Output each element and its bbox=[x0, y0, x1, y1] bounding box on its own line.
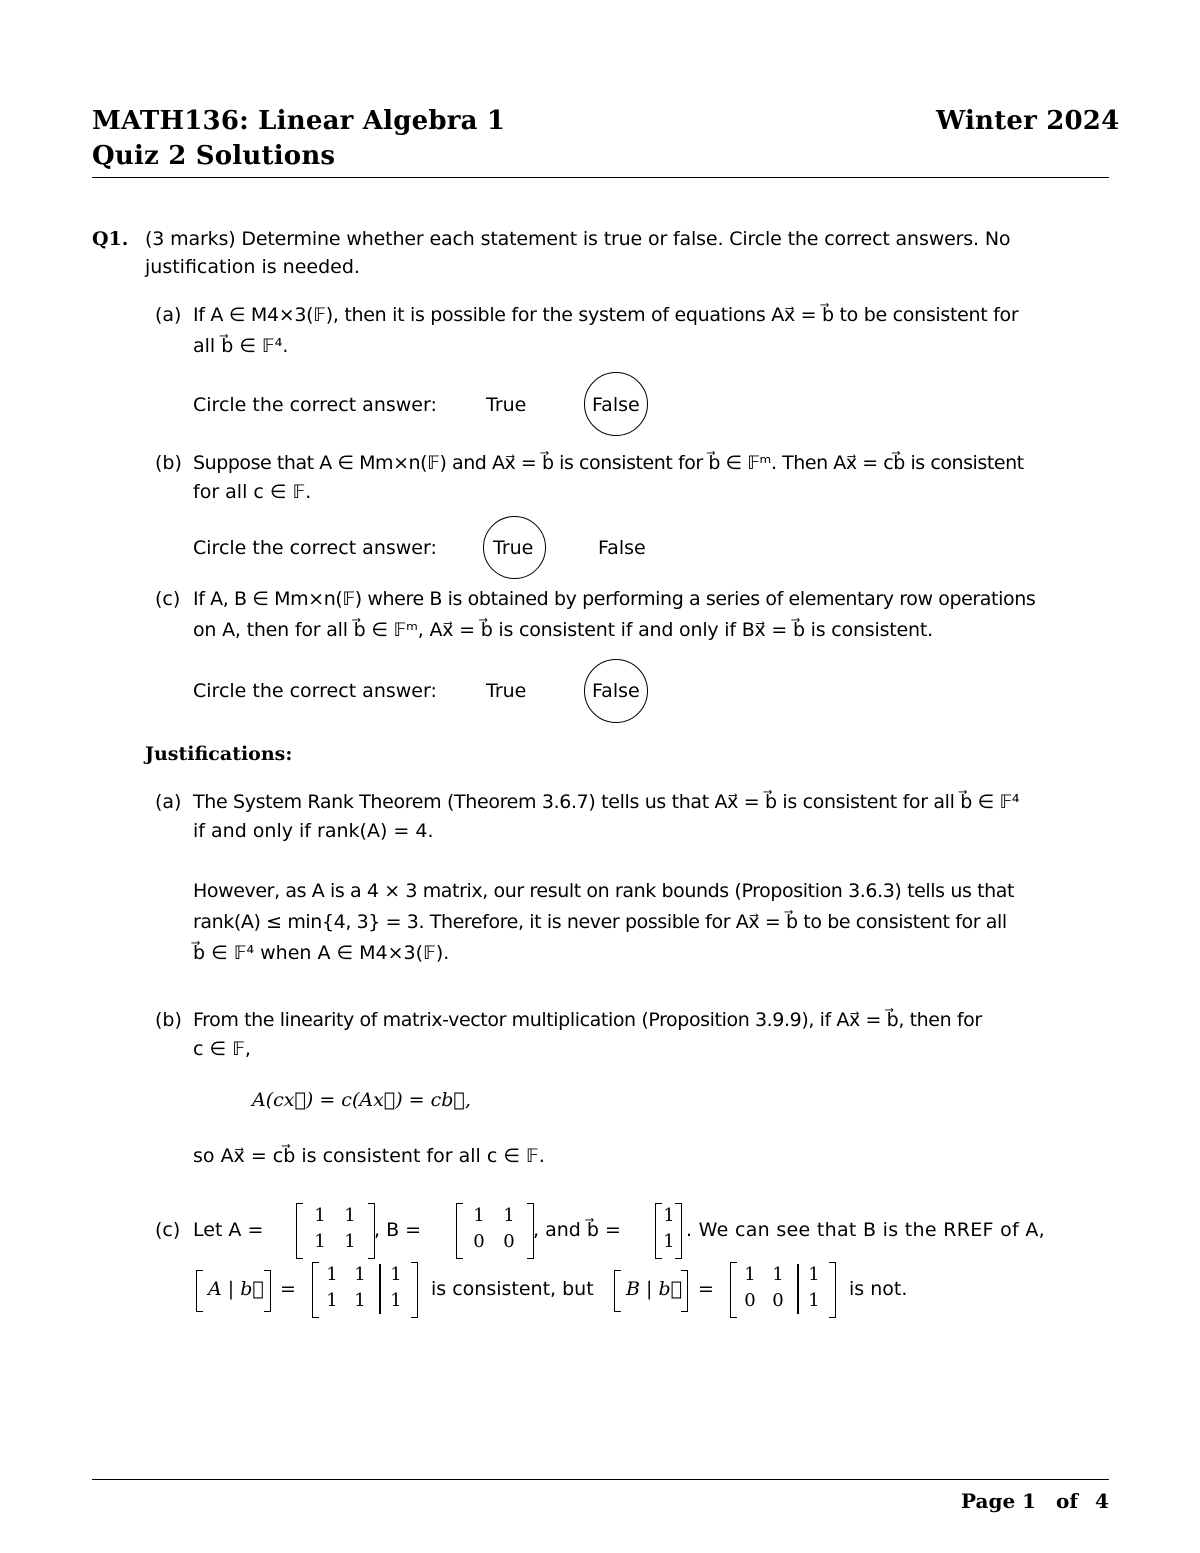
aug-b-cell: 1 bbox=[744, 1264, 756, 1285]
justification-b-label: (b) bbox=[155, 1009, 182, 1031]
vector-b-cell: 1 bbox=[663, 1205, 675, 1226]
aug-b-matrix-left-bracket bbox=[730, 1262, 737, 1318]
part-b-line1: Suppose that A ∈ Mm×n(𝔽) and Ax⃗ = b⃗ is consistent for b⃗ ∈ 𝔽ᵐ. Then Ax⃗ = cb⃗ is consistent bbox=[193, 452, 1024, 474]
vector-b-right-bracket bbox=[675, 1203, 682, 1259]
question-intro-line2: justification is needed. bbox=[145, 256, 360, 278]
justification-a-label: (a) bbox=[155, 791, 182, 813]
course-title: MATH136: Linear Algebra 1 bbox=[92, 106, 506, 136]
matrix-a-cell: 1 bbox=[344, 1205, 356, 1226]
header-rule bbox=[92, 177, 1109, 178]
vector-b-cell: 1 bbox=[663, 1231, 675, 1252]
justification-b-line3: so Ax⃗ = cb⃗ is consistent for all c ∈ 𝔽. bbox=[193, 1145, 545, 1167]
part-b-option-true[interactable]: True bbox=[493, 537, 534, 559]
part-a-option-false[interactable]: False bbox=[592, 394, 640, 416]
matrix-b-cell: 0 bbox=[503, 1231, 515, 1252]
justification-c-label: (c) bbox=[155, 1219, 181, 1241]
matrix-b-left-bracket bbox=[456, 1203, 463, 1259]
justification-c-consistent-but: is consistent, but bbox=[431, 1278, 594, 1300]
part-b-line2: for all c ∈ 𝔽. bbox=[193, 481, 312, 503]
aug-b-cell: 1 bbox=[808, 1264, 820, 1285]
document-title: Quiz 2 Solutions bbox=[92, 141, 336, 171]
matrix-a-cell: 1 bbox=[314, 1205, 326, 1226]
aug-a-cell: 1 bbox=[326, 1264, 338, 1285]
matrix-a-left-bracket bbox=[296, 1203, 303, 1259]
justification-c-tail: . We can see that B is the RREF of A, bbox=[686, 1219, 1045, 1241]
aug-b-left-bracket bbox=[614, 1270, 621, 1312]
part-c-label: (c) bbox=[155, 588, 181, 610]
justification-b-line1: From the linearity of matrix-vector multiplication (Proposition 3.9.9), if Ax⃗ = b⃗, then for bbox=[193, 1009, 982, 1031]
matrix-b-cell: 1 bbox=[473, 1205, 485, 1226]
aug-b-cell: 0 bbox=[744, 1290, 756, 1311]
justifications-heading: Justifications: bbox=[145, 743, 293, 765]
justification-b-line2: c ∈ 𝔽, bbox=[193, 1038, 251, 1060]
justification-a-p2-line1: However, as A is a 4 × 3 matrix, our result on rank bounds (Proposition 3.6.3) tells us that bbox=[193, 880, 1015, 902]
matrix-a bbox=[305, 1203, 365, 1257]
aug-a-cell: 1 bbox=[326, 1290, 338, 1311]
part-c-option-true[interactable]: True bbox=[486, 680, 527, 702]
part-a-option-true[interactable]: True bbox=[486, 394, 527, 416]
part-b-prompt: Circle the correct answer: bbox=[193, 537, 437, 559]
aug-a-equals: = bbox=[280, 1278, 296, 1300]
justification-c-let: Let A = bbox=[193, 1219, 264, 1241]
justification-a-p2-line3: b⃗ ∈ 𝔽⁴ when A ∈ M4×3(𝔽). bbox=[193, 942, 450, 964]
term: Winter 2024 bbox=[936, 106, 1120, 136]
matrix-b-cell: 1 bbox=[503, 1205, 515, 1226]
part-c-answer-circle bbox=[584, 659, 648, 723]
matrix-a-cell: 1 bbox=[314, 1231, 326, 1252]
aug-b-cell: 1 bbox=[808, 1290, 820, 1311]
aug-a-right-bracket bbox=[264, 1270, 271, 1312]
part-c-prompt: Circle the correct answer: bbox=[193, 680, 437, 702]
part-a-label: (a) bbox=[155, 304, 182, 326]
aug-a-matrix bbox=[320, 1262, 420, 1316]
aug-a-cell: 1 bbox=[390, 1290, 402, 1311]
matrix-b-cell: 0 bbox=[473, 1231, 485, 1252]
question-intro-line1: (3 marks) Determine whether each statement is true or false. Circle the correct answers. No bbox=[145, 228, 1011, 250]
aug-a-matrix-right-bracket bbox=[411, 1262, 418, 1318]
matrix-b bbox=[464, 1203, 524, 1257]
aug-a-cell: 1 bbox=[354, 1290, 366, 1311]
footer-of: of bbox=[1056, 1489, 1078, 1513]
justification-a-p1-line2: if and only if rank(A) = 4. bbox=[193, 820, 434, 842]
part-a-prompt: Circle the correct answer: bbox=[193, 394, 437, 416]
aug-b-divider bbox=[797, 1264, 799, 1314]
footer-rule bbox=[92, 1479, 1109, 1480]
matrix-a-cell: 1 bbox=[344, 1231, 356, 1252]
justification-b-display-equation: A(cx⃗) = c(Ax⃗) = cb⃗, bbox=[252, 1089, 471, 1111]
part-a-line2: all b⃗ ∈ 𝔽⁴. bbox=[193, 335, 289, 357]
justification-a-p2-line2: rank(A) ≤ min{4, 3} = 3. Therefore, it is never possible for Ax⃗ = b⃗ to be consistent for all bbox=[193, 911, 1007, 933]
question-label: Q1. bbox=[92, 228, 129, 250]
aug-a-divider bbox=[379, 1264, 381, 1314]
part-b-option-false[interactable]: False bbox=[598, 537, 646, 559]
part-a-answer-circle bbox=[584, 372, 648, 436]
aug-b-matrix bbox=[738, 1262, 838, 1316]
aug-b-label: B | b⃗ bbox=[626, 1278, 683, 1300]
aug-a-left-bracket bbox=[196, 1270, 203, 1312]
aug-a-matrix-left-bracket bbox=[312, 1262, 319, 1318]
justification-c-b-eq: , B = bbox=[374, 1219, 422, 1241]
footer-total-pages: 4 bbox=[1095, 1489, 1109, 1513]
aug-b-cell: 1 bbox=[772, 1264, 784, 1285]
part-c-line1: If A, B ∈ Mm×n(𝔽) where B is obtained by performing a series of elementary row operations bbox=[193, 588, 1036, 610]
justification-c-is-not: is not. bbox=[849, 1278, 908, 1300]
part-b-label: (b) bbox=[155, 452, 182, 474]
aug-b-cell: 0 bbox=[772, 1290, 784, 1311]
justification-c-and-b: , and b⃗ = bbox=[533, 1219, 621, 1241]
footer-page-label: Page 1 bbox=[961, 1489, 1037, 1513]
part-b-answer-circle bbox=[483, 516, 546, 579]
aug-b-equals: = bbox=[698, 1278, 714, 1300]
aug-b-right-bracket bbox=[681, 1270, 688, 1312]
aug-a-cell: 1 bbox=[390, 1264, 402, 1285]
part-c-option-false[interactable]: False bbox=[592, 680, 640, 702]
aug-a-label: A | b⃗ bbox=[208, 1278, 264, 1300]
justification-a-p1-line1: The System Rank Theorem (Theorem 3.6.7) tells us that Ax⃗ = b⃗ is consistent for all b⃗ ∈ 𝔽⁴ bbox=[193, 791, 1020, 813]
part-c-line2: on A, then for all b⃗ ∈ 𝔽ᵐ, Ax⃗ = b⃗ is consistent if and only if Bx⃗ = b⃗ is consistent. bbox=[193, 619, 933, 641]
aug-a-cell: 1 bbox=[354, 1264, 366, 1285]
aug-b-matrix-right-bracket bbox=[829, 1262, 836, 1318]
part-a-line1: If A ∈ M4×3(𝔽), then it is possible for the system of equations Ax⃗ = b⃗ to be consistent for bbox=[193, 304, 1019, 326]
